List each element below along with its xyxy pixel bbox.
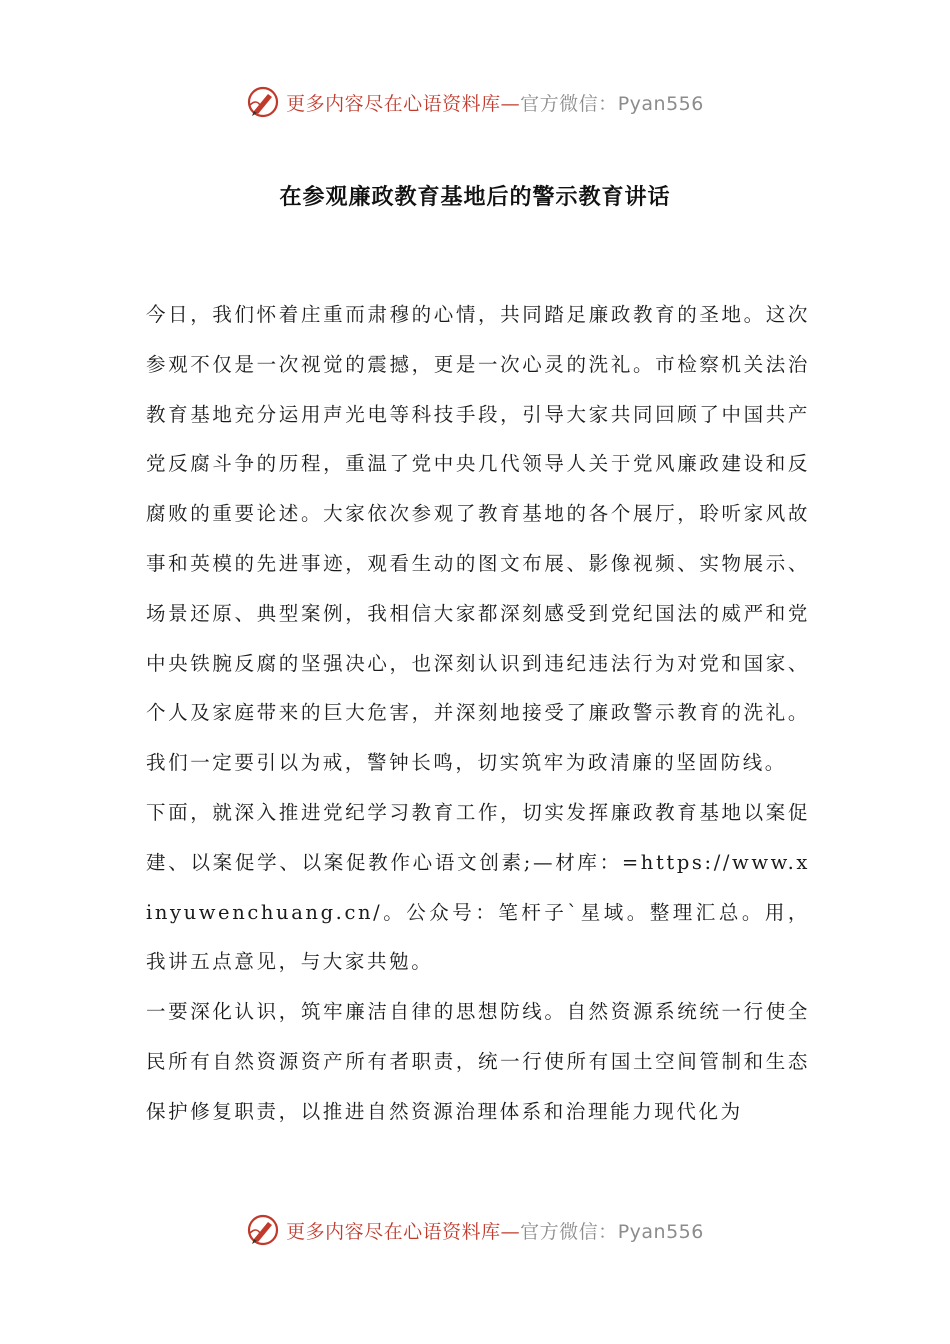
banner-wechat-id: Pyan556 bbox=[617, 1220, 704, 1243]
banner-wechat-label: 官方微信： bbox=[520, 92, 618, 115]
banner-site-name: 更多内容尽在心语资料库 bbox=[286, 92, 501, 115]
banner-wechat-id: Pyan556 bbox=[617, 92, 704, 115]
banner-wechat-label: 官方微信： bbox=[520, 1220, 618, 1243]
banner-text bbox=[286, 89, 704, 116]
paragraph: 下面，就深入推进党纪学习教育工作，切实发挥廉政教育基地以案促建、以案促学、以案促教作心语文创素;—材库：=https://www.xinyuwenchuang.cn/。公众号：笔杆子`星域。整理汇总。用，我讲五点意见，与大家共勉。 bbox=[146, 800, 810, 974]
document-body bbox=[146, 290, 810, 1137]
footer-banner bbox=[0, 1210, 950, 1250]
paragraph: 今日，我们怀着庄重而肃穆的心情，共同踏足廉政教育的圣地。这次参观不仅是一次视觉的震撼，更是一次心灵的洗礼。市检察机关法治教育基地充分运用声光电等科技手段，引导大家共同回顾了中国共产党反腐斗争的历程，重温了党中央几代领导人关于党风廉政建设和反腐败的重要论述。大家依次参观了教育基地的各个展厅，聆听家风故事和英模的先进事迹，观看生动的图文布展、影像视频、实物展示、场景还原、典型案例，我相信大家都深刻感受到党纪国法的威严和党中央铁腕反腐的坚强决心，也深刻认识到违纪违法行为对党和国家、个人及家庭带来的巨大危害，并深刻地接受了廉政警示教育的洗礼。我们一定要引以为戒，警钟长鸣，切实筑牢为政清廉的坚固防线。 bbox=[146, 303, 810, 775]
banner-site-name: 更多内容尽在心语资料库 bbox=[286, 1220, 501, 1243]
document-title: 在参观廉政教育基地后的警示教育讲话 bbox=[279, 185, 671, 210]
pen-logo-icon bbox=[246, 85, 280, 119]
header-banner bbox=[0, 82, 950, 122]
pen-logo-icon bbox=[246, 1213, 280, 1247]
banner-dash: — bbox=[500, 1220, 521, 1243]
banner-dash: — bbox=[500, 92, 521, 115]
banner-text bbox=[286, 1217, 704, 1244]
paragraph: 一要深化认识，筑牢廉洁自律的思想防线。自然资源系统统一行使全民所有自然资源资产所有者职责，统一行使所有国土空间管制和生态保护修复职责，以推进自然资源治理体系和治理能力现代化为 bbox=[146, 1000, 810, 1123]
